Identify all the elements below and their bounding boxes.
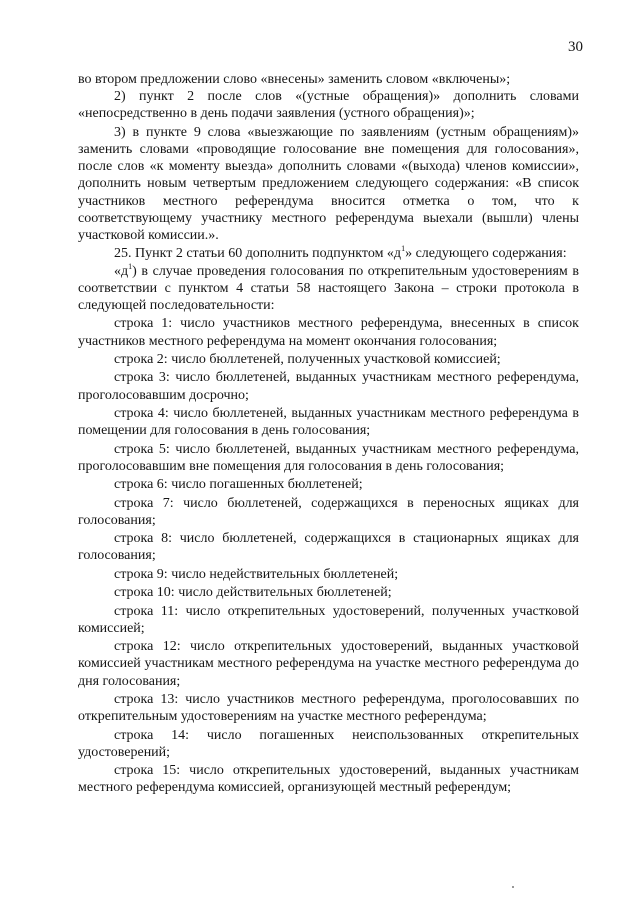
- scan-speck: [512, 886, 514, 888]
- protocol-line-13: строка 13: число участников местного референдума, проголосовавших по открепительным удостоверениям на участке местного референдума;: [78, 691, 579, 725]
- protocol-line-14: строка 14: число погашенных неиспользованных открепительных удостоверений;: [78, 727, 579, 760]
- protocol-line-15: строка 15: число открепительных удостоверений, выданных участникам местного референдума комиссией, организующей местный референдум;: [78, 763, 579, 796]
- protocol-line-4: строка 4: число бюллетеней, выданных участникам местного референдума в помещении для голосования в день голосования;: [78, 405, 579, 439]
- page-number: 30: [568, 39, 583, 55]
- subpoint-d1-superscript: 1: [128, 261, 133, 271]
- protocol-line-8: строка 8: число бюллетеней, содержащихся в стационарных ящиках для голосования;: [78, 531, 579, 564]
- protocol-line-2: строка 2: число бюллетеней, полученных участковой комиссией;: [114, 352, 501, 367]
- protocol-line-5: строка 5: число бюллетеней, выданных участникам местного референдума, проголосовавшим вне помещения для голосования в день голосования;: [78, 441, 579, 474]
- paragraph-subpoint-d1: [78, 263, 579, 315]
- protocol-line-11: строка 11: число открепительных удостоверений, полученных участковой комиссией;: [78, 603, 579, 636]
- subpoint-d1-text-b: ) в случае проведения голосования по открепительным удостоверениям в соответствии с пунктом 4 статьи 58 настоящего Закона – строки протокола в следующей последовательности:: [78, 263, 579, 314]
- protocol-line-3: строка 3: число бюллетеней, выданных участникам местного референдума, проголосовавшим досрочно;: [78, 370, 579, 403]
- item-25-superscript: 1: [401, 244, 406, 254]
- document-body: [78, 71, 579, 797]
- subpoint-d1-text-a: «д: [114, 263, 129, 279]
- protocol-line-1: строка 1: число участников местного референдума, внесенных в список участников местного референдума на момент окончания голосования;: [78, 316, 579, 349]
- paragraph-1: во втором предложении слово «внесены» заменить словом «включены»;: [78, 72, 511, 87]
- item-25-text-b: » следующего содержания:: [405, 246, 567, 262]
- paragraph-2: 2) пункт 2 после слов «(устные обращения)» дополнить словами «непосредственно в день подачи заявления (устного обращения)»;: [78, 89, 579, 122]
- protocol-line-12: строка 12: число открепительных удостоверений, выданных участковой комиссией участникам местного референдума на участке местного референдума до дня голосования;: [78, 639, 579, 689]
- item-25-text-a: 25. Пункт 2 статьи 60 дополнить подпунктом «д: [114, 246, 402, 262]
- paragraph-3: 3) в пункте 9 слова «выезжающие по заявлениям (устным обращениям)» заменить словами «проводящие голосование вне помещения для голосования», после слов «к моменту выезда» дополнить словами «(выхода) членов комиссии», дополнить новым четвертым предложением следующего содержания: «В список участников местного референдума вносится отметка о том, что к соответствующему участнику местного референдума выехали (вышли) члены участковой комиссии.».: [78, 124, 579, 244]
- protocol-line-7: строка 7: число бюллетеней, содержащихся в переносных ящиках для голосования;: [78, 495, 579, 528]
- protocol-line-9: строка 9: число недействительных бюллетеней;: [114, 566, 399, 582]
- paragraph-item-25: [78, 245, 579, 262]
- protocol-line-6: строка 6: число погашенных бюллетеней;: [114, 477, 363, 493]
- protocol-line-10: строка 10: число действительных бюллетеней;: [114, 585, 392, 601]
